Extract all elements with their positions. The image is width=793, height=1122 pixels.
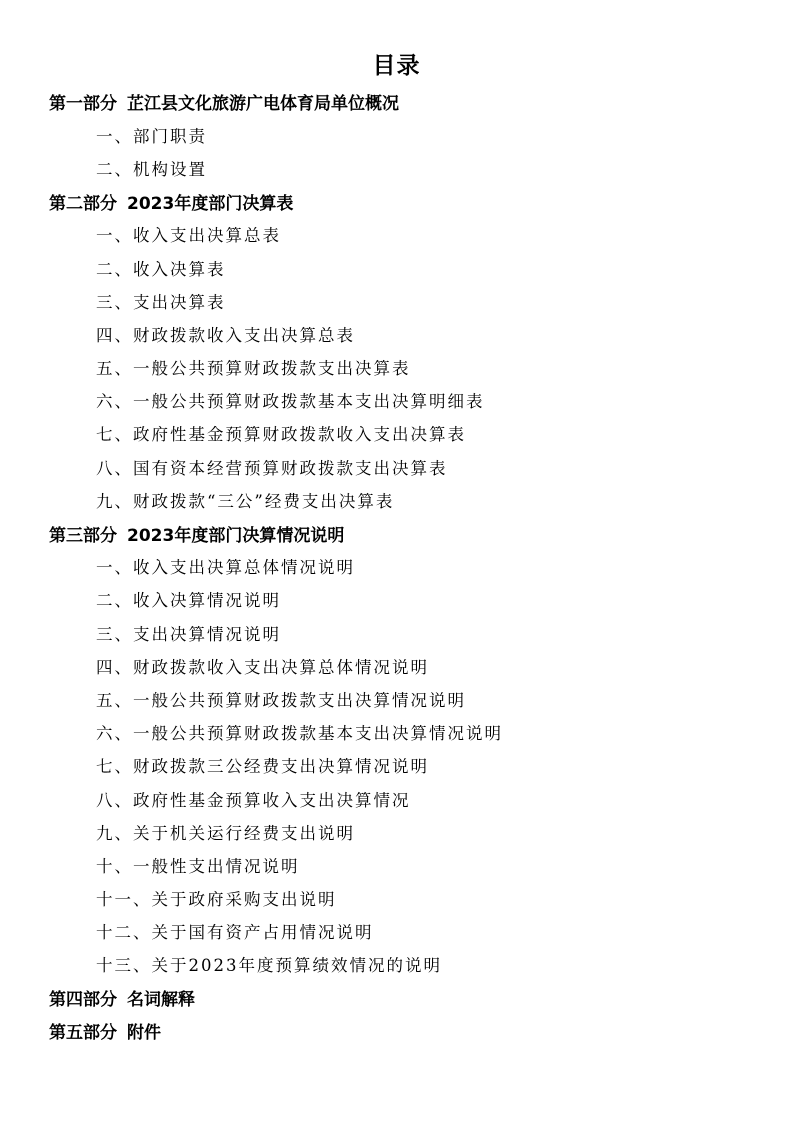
toc-item-text: 三、支出决算表 <box>96 292 226 312</box>
toc-item-text: 十三、关于2023年度预算绩效情况的说明 <box>96 956 442 976</box>
toc-item-text: 六、一般公共预算财政拨款基本支出决算情况说明 <box>96 724 503 744</box>
toc-item-text: 一、收入支出决算总体情况说明 <box>96 558 355 578</box>
toc-item-text: 一、部门职责 <box>96 126 207 146</box>
toc-part-label: 第一部分 <box>49 94 117 115</box>
toc-item-text: 十、一般性支出情况说明 <box>96 856 300 876</box>
toc-item-text: 五、一般公共预算财政拨款支出决算表 <box>96 359 411 379</box>
toc-part-heading <box>0 85 793 118</box>
toc-part-label: 第二部分 <box>49 193 117 214</box>
toc-item-text: 四、财政拨款收入支出决算总表 <box>96 325 355 345</box>
toc-item-text: 八、政府性基金预算收入支出决算情况 <box>96 790 411 810</box>
toc-item <box>0 682 793 715</box>
toc-item-text: 十一、关于政府采购支出说明 <box>96 890 337 910</box>
toc-item <box>0 151 793 184</box>
toc-item-text: 三、支出决算情况说明 <box>96 624 281 644</box>
toc-part-label: 第三部分 <box>49 525 117 546</box>
toc-item-text: 七、政府性基金预算财政拨款收入支出决算表 <box>96 425 466 445</box>
toc-item-text: 九、财政拨款“三公”经费支出决算表 <box>96 491 395 511</box>
toc-part-title: 名词解释 <box>127 990 195 1011</box>
toc-part-title: 2023年度部门决算情况说明 <box>127 525 345 546</box>
toc-item <box>0 649 793 682</box>
toc-item <box>0 483 793 516</box>
toc-item-text: 七、财政拨款三公经费支出决算情况说明 <box>96 757 429 777</box>
table-of-contents <box>0 85 793 1047</box>
toc-item <box>0 583 793 616</box>
toc-item <box>0 782 793 815</box>
toc-item-text: 九、关于机关运行经费支出说明 <box>96 823 355 843</box>
toc-item <box>0 749 793 782</box>
toc-item-text: 十二、关于国有资产占用情况说明 <box>96 923 374 943</box>
toc-item <box>0 882 793 915</box>
toc-part-label: 第四部分 <box>49 990 117 1011</box>
toc-part-heading <box>0 516 793 549</box>
toc-item <box>0 815 793 848</box>
toc-item-text: 四、财政拨款收入支出决算总体情况说明 <box>96 657 429 677</box>
toc-item <box>0 218 793 251</box>
toc-item <box>0 118 793 151</box>
toc-item-text: 二、机构设置 <box>96 159 207 179</box>
toc-item <box>0 284 793 317</box>
toc-part-label: 第五部分 <box>49 1023 117 1044</box>
toc-item-text: 一、收入支出决算总表 <box>96 226 281 246</box>
toc-item-text: 八、国有资本经营预算财政拨款支出决算表 <box>96 458 448 478</box>
toc-item <box>0 550 793 583</box>
toc-item <box>0 384 793 417</box>
toc-item <box>0 616 793 649</box>
toc-item <box>0 716 793 749</box>
toc-item <box>0 417 793 450</box>
toc-part-heading <box>0 185 793 218</box>
toc-item <box>0 317 793 350</box>
toc-item <box>0 948 793 981</box>
toc-item <box>0 251 793 284</box>
toc-item <box>0 915 793 948</box>
toc-item-text: 二、收入决算表 <box>96 259 226 279</box>
toc-part-title: 芷江县文化旅游广电体育局单位概况 <box>127 94 399 115</box>
toc-part-title: 2023年度部门决算表 <box>127 193 294 214</box>
toc-item <box>0 848 793 881</box>
toc-item-text: 五、一般公共预算财政拨款支出决算情况说明 <box>96 690 466 710</box>
toc-item <box>0 351 793 384</box>
page-title: 目录 <box>372 53 421 79</box>
toc-item-text: 六、一般公共预算财政拨款基本支出决算明细表 <box>96 392 485 412</box>
toc-part-heading <box>0 1014 793 1047</box>
toc-item <box>0 450 793 483</box>
toc-part-heading <box>0 981 793 1014</box>
toc-item-text: 二、收入决算情况说明 <box>96 591 281 611</box>
toc-part-title: 附件 <box>127 1023 161 1044</box>
